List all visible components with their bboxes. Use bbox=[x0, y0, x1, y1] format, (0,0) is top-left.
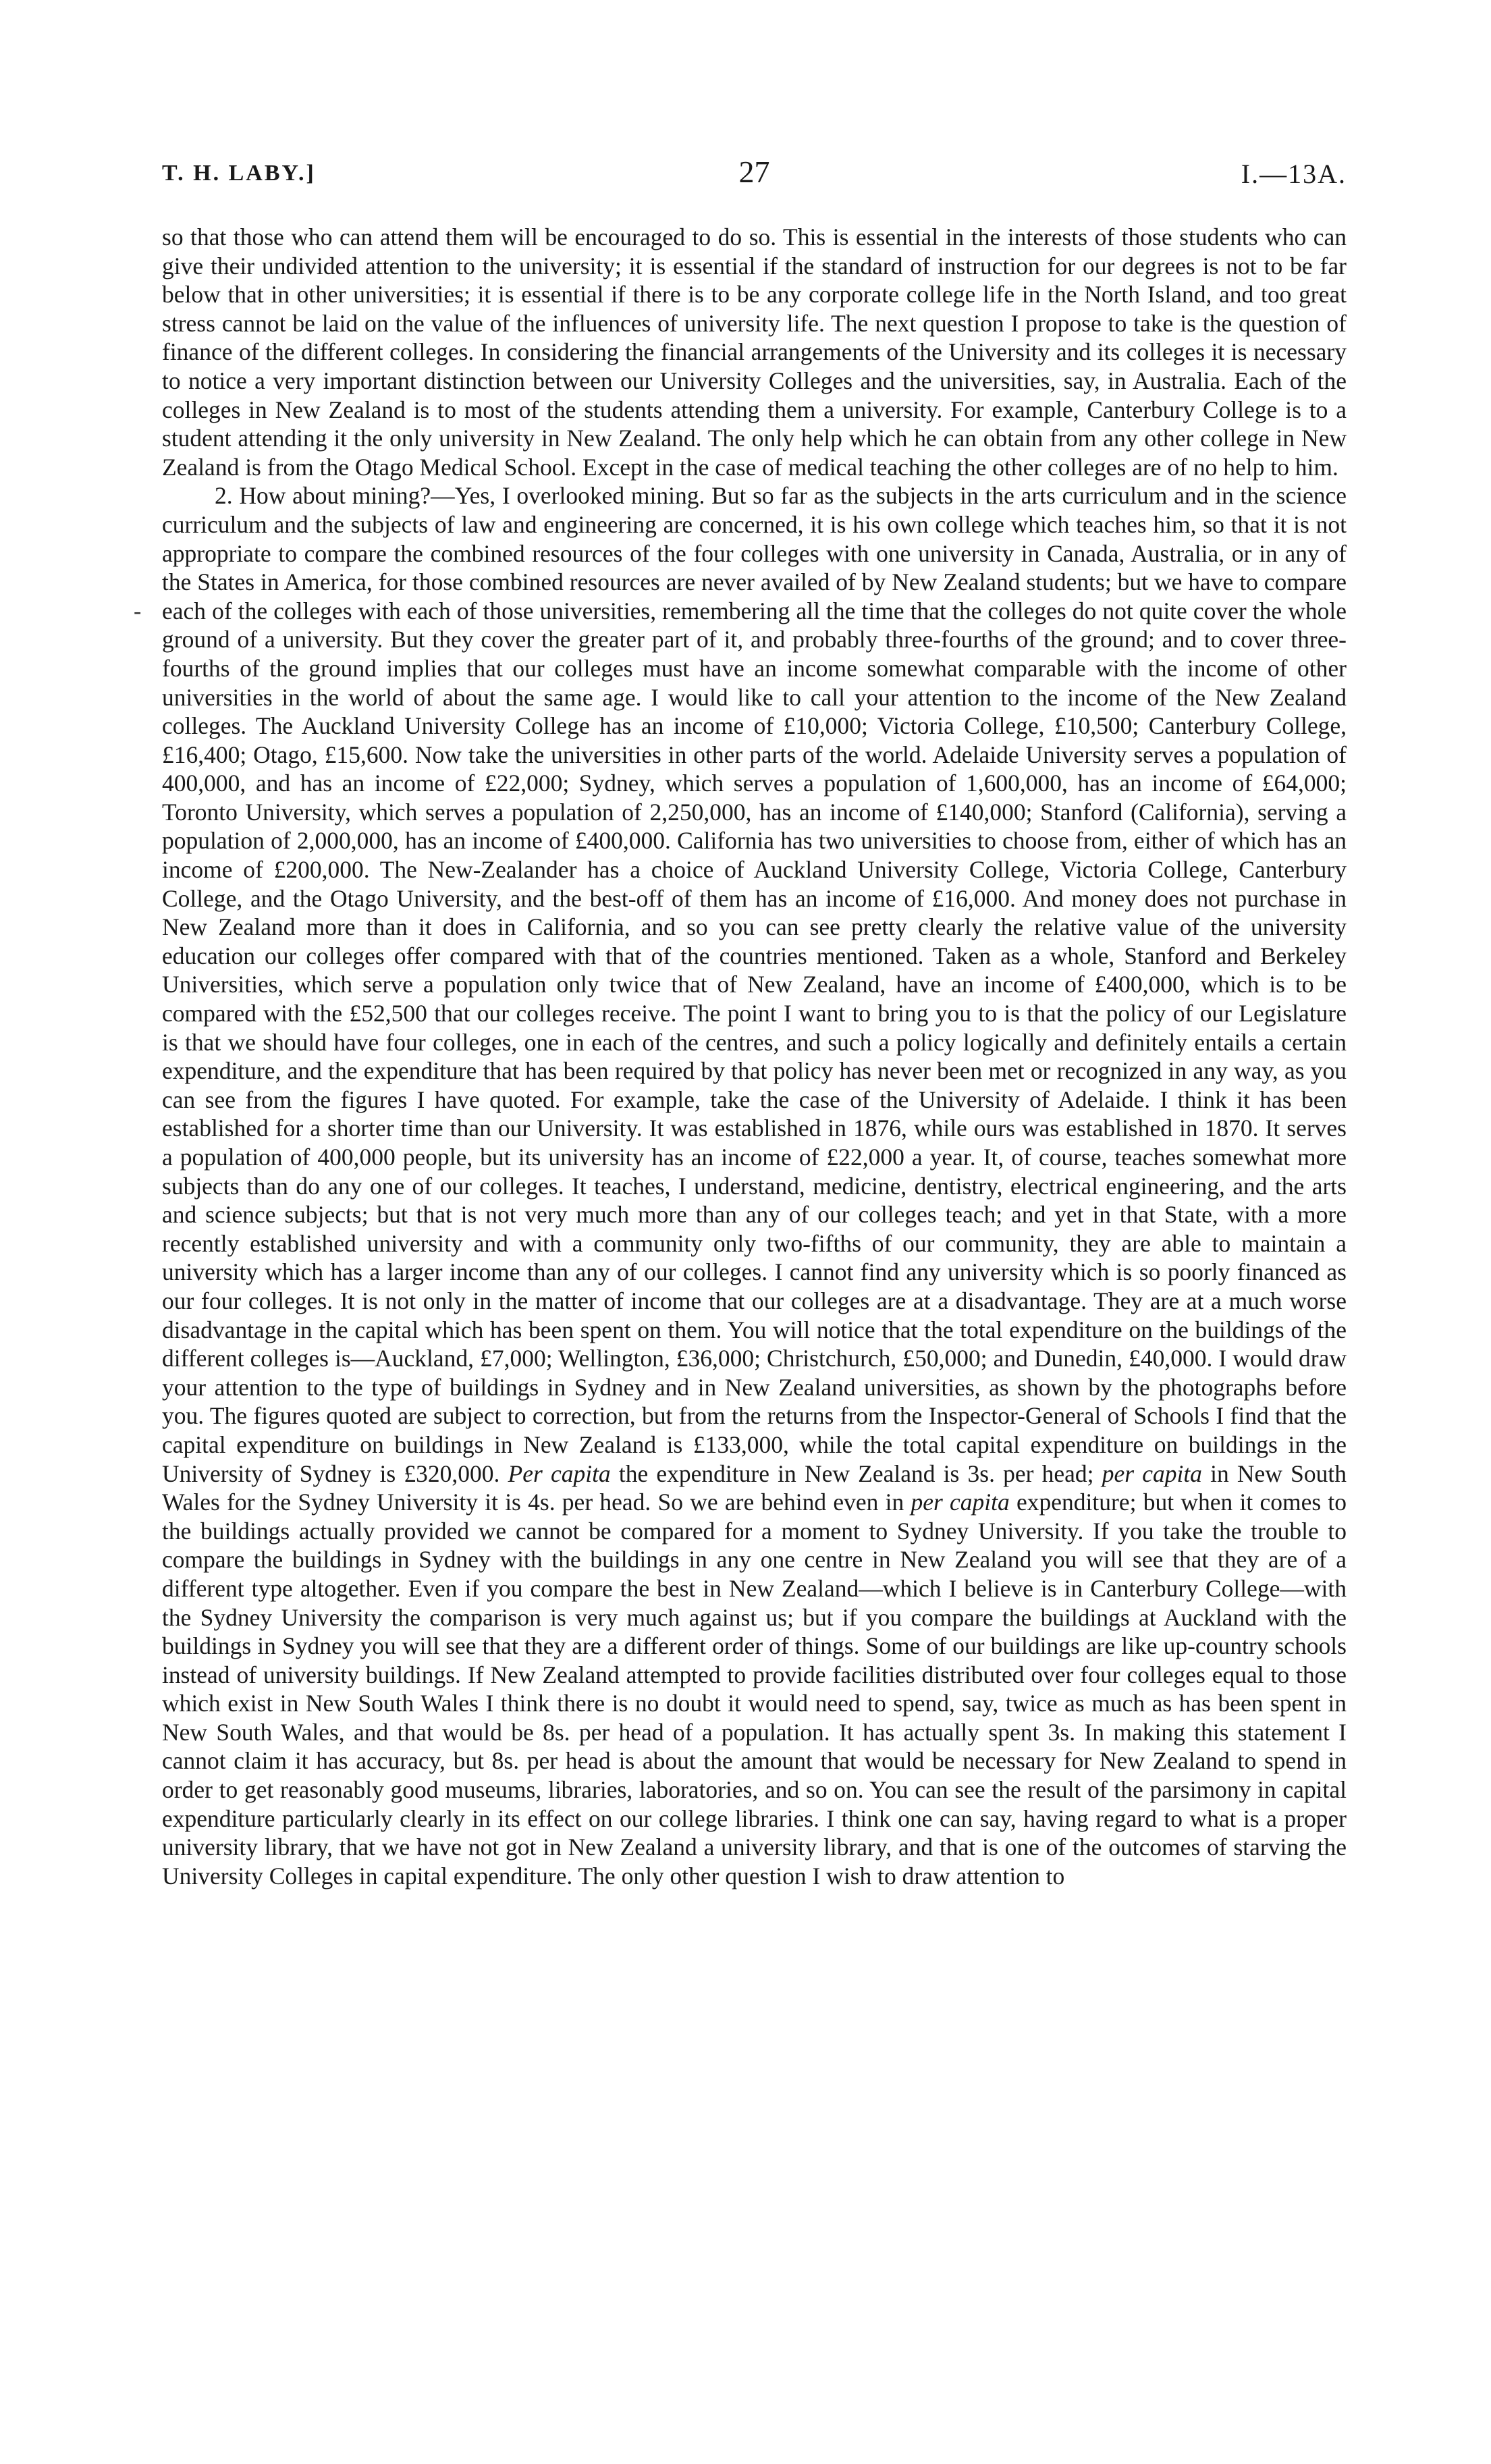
page-header bbox=[162, 154, 1347, 194]
text-run: expenditure; but when it comes to the buildings actually provided we cannot be compared for a moment to Sydney University. If you take the trouble to compare the buildings in Sydney with the buildings in any one centre in New Zealand you will see that they are of a different type altogether. Even if you compare the best in New Zealand—which I believe is in Canterbury College—with the Sydney University the comparison is very much against us; but if you compare the buildings at Auckland with the buildings in Sydney you will see that they are a different order of things. Some of our buildings are like up-country schools instead of university buildings. If New Zealand attempted to provide facilities distributed over four colleges equal to those which exist in New South Wales I think there is no doubt it would need to spend, say, twice as much as has been spent in New South Wales, and that would be 8s. per head of a population. It has actually spent 3s. In making this statement I cannot claim it has accuracy, but 8s. per head is about the amount that would be necessary for New Zealand to spend in order to get reasonably good museums, libraries, laboratories, and so on. You can see the result of the parsimony in capital expenditure particularly clearly in its effect on our college libraries. I think one can say, having regard to what is a proper university library, that we have not got in New Zealand a university library, and that is one of the outcomes of starving the University Colleges in capital expenditure. The only other question I wish to draw attention to bbox=[162, 1489, 1347, 1890]
italic-text: per capita bbox=[911, 1489, 1010, 1516]
paragraph-1 bbox=[162, 223, 1347, 481]
italic-text: Per capita bbox=[508, 1459, 611, 1487]
text-run: the expenditure in New Zealand is 3s. per head; bbox=[610, 1459, 1102, 1487]
page-number: 27 bbox=[738, 155, 770, 189]
paragraph-2 bbox=[162, 481, 1347, 1890]
document-page bbox=[162, 0, 1347, 2464]
text-run: in New South Wales for the Sydney University it is 4s. per head. So we are behind even in bbox=[162, 1459, 1347, 1516]
text-run: 2. How about mining?—Yes, I overlooked mining. But so far as the subjects in the arts curriculum and in the science curriculum and the subjects of law and engineering are concerned, it is his own college which teaches him, so that it is not appropriate to compare the combined resources of the four colleges with one university in Canada, Australia, or in any of the States in America, for those combined resources are never availed of by New Zealand students; but we have to compare each of the colleges with each of those universities, remembering all the time that the colleges do not quite cover the whole ground of a university. But they cover the greater part of it, and probably three-fourths of the ground; and to cover three-fourths of the ground implies that our colleges must have an income somewhat comparable with the income of other universities in the world of about the same age. I would like to call your attention to the income of the New Zealand colleges. The Auckland University College has an income of £10,000; Victoria College, £10,500; Canterbury College, £16,400; Otago, £15,600. Now take the universities in other parts of the world. Adelaide University serves a population of 400,000, and has an income of £22,000; Sydney, which serves a population of 1,600,000, has an income of £64,000; Toronto University, which serves a population of 2,250,000, has an income of £140,000; Stanford (California), serving a population of 2,000,000, has an income of £400,000. California has two universities to choose from, either of which has an income of £200,000. The New-Zealander has a choice of Auckland University College, Victoria College, Canterbury College, and the Otago University, and the best-off of them has an income of £16,000. And money does not purchase in New Zealand more than it does in California, and so you can see pretty clearly the relative value of the university education our colleges offer compared with that of the countries mentioned. Taken as a whole, Stanford and Berkeley Universities, which serve a population only twice that of New Zealand, have an income of £400,000, which is to be compared with the £52,500 that our colleges receive. The point I want to bring you to is that the policy of our Legislature is that we should have four colleges, one in each of the centres, and such a policy logically and definitely entails a certain expenditure, and the expenditure that has been required by that policy has never been met or recognized in any way, as you can see from the figures I have quoted. For example, take the case of the University of Adelaide. I think it has been established for a shorter time than our University. It was established in 1876, while ours was established in 1870. It serves a population of 400,000 people, but its university has an income of £22,000 a year. It, of course, teaches somewhat more subjects than do any one of our colleges. It teaches, I understand, medicine, dentistry, electrical engineering, and the arts and science subjects; but that is not very much more than any of our colleges teach; and yet in that State, with a more recently established university and with a community only two-fifths of our community, they are able to maintain a university which has a larger income than any of our colleges. I cannot find any university which is so poorly financed as our four colleges. It is not only in the matter of income that our colleges are at a disadvantage. They are at a much worse disadvantage in the capital which has been spent on them. You will notice that the total expenditure on the buildings of the different colleges is—Auckland, £7,000; Wellington, £36,000; Christchurch, £50,000; and Dunedin, £40,000. I would draw your attention to the type of buildings in Sydney and in New Zealand universities, as shown by the photographs before you. The figures quoted are subject to correction, but from the returns from the Inspector-General of Schools I find that the capital expenditure on buildings in New Zealand is £133,000, while the total capital expenditure on buildings in the University of Sydney is £320,000. bbox=[162, 482, 1347, 1487]
margin-mark: - bbox=[134, 599, 142, 624]
header-reference: I.—13A. bbox=[1241, 159, 1347, 189]
italic-text: per capita bbox=[1102, 1459, 1202, 1487]
header-author: T. H. LABY.] bbox=[162, 161, 316, 186]
body-text bbox=[162, 223, 1347, 1890]
text-run: so that those who can attend them will be encouraged to do so. This is essential in the interests of those students who can give their undivided attention to the university; it is essential if the standard of instruction for our degrees is not to be far below that in other universities; it is essential if there is to be any corporate college life in the North Island, and too great stress cannot be laid on the value of the influences of university life. The next question I propose to take is the question of finance of the different colleges. In considering the financial arrangements of the University and its colleges it is necessary to notice a very important distinction between our University Colleges and the universities, say, in Australia. Each of the colleges in New Zealand is to most of the students attending them a university. For example, Canterbury College is to a student attending it the only university in New Zealand. The only help which he can obtain from any other college in New Zealand is from the Otago Medical School. Except in the case of medical teaching the other colleges are of no help to him. bbox=[162, 223, 1347, 481]
